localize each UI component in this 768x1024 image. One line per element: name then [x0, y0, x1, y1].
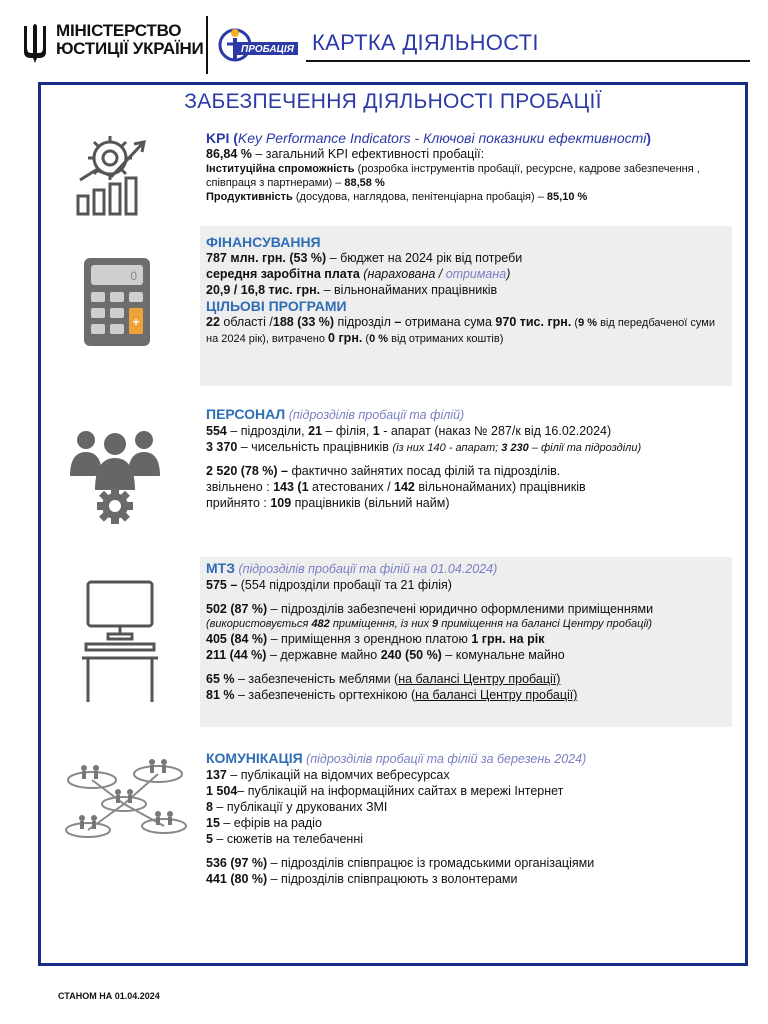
mtz-l4-b: – приміщення з орендною платою	[267, 632, 472, 646]
finance-salary-c: )	[506, 267, 511, 281]
comm-line-5	[206, 831, 726, 847]
kpi-overall-text: – загальний KPI ефективності пробації:	[251, 147, 485, 161]
mtz-l6-c: на балансі Центру пробації)	[398, 672, 561, 686]
pers-l2-d: 3 230	[501, 442, 529, 454]
personnel-heading-line	[206, 406, 726, 423]
pers-l1-f: - апарат (наказ № 287/к від 16.02.2024)	[379, 424, 612, 438]
mtz-heading: МТЗ	[206, 560, 235, 576]
svg-text:0: 0	[130, 269, 137, 283]
gear-chart-icon	[66, 122, 162, 218]
programs-p11: 0 грн.	[328, 331, 363, 345]
pers-l1-c: 21	[308, 424, 323, 438]
pers-l3-b: фактично зайнятих посад філій та підрозділів.	[288, 464, 561, 478]
main-title: ЗАБЕЗПЕЧЕННЯ ДІЯЛЬНОСТІ ПРОБАЦІЇ	[184, 90, 602, 113]
comm-line-3	[206, 799, 726, 815]
team-gear-icon	[60, 418, 170, 528]
kpi-title-c: )	[646, 130, 652, 146]
finance-salary-value: 20,9 / 16,8 тис. грн.	[206, 283, 321, 297]
pers-l4-b: 143 (1	[273, 480, 309, 494]
comm-l3-a: 8	[206, 800, 213, 814]
kpi-inst-text: (розробка інструментів пробації, ресурсне, кадрове забезпечення , співпраця з партнерами) –	[206, 163, 700, 189]
pers-l1-e: 1	[372, 424, 380, 438]
pers-l5-a: прийнято :	[206, 496, 271, 510]
as-of-label: СТАНОМ НА	[58, 991, 115, 1001]
pers-l1-a: 554	[206, 424, 227, 438]
pers-l4-d: 142	[394, 480, 415, 494]
kpi-title-a: KPI (	[206, 130, 238, 146]
mtz-l3-e: приміщення на балансі Центру пробації)	[438, 618, 652, 630]
ministry-line-1: МІНІСТЕРСТВО	[56, 21, 182, 40]
comm-line-6	[206, 855, 726, 871]
pers-l5-c: працівників (вільний найм)	[291, 496, 450, 510]
finance-line-3	[206, 282, 726, 298]
mtz-line-5	[206, 647, 730, 663]
personnel-heading: ПЕРСОНАЛ	[206, 406, 286, 422]
mtz-line-2	[206, 601, 730, 617]
finance-budget-value: 787 млн. грн. (53 %)	[206, 251, 327, 265]
comm-l7-b: – підрозділів співпрацюють з волонтерами	[267, 872, 518, 886]
programs-p3: 188 (33 %)	[272, 315, 335, 329]
personnel-line-4	[206, 479, 726, 495]
kpi-title-b: Key Performance Indicators - Ключові показники ефективності	[237, 130, 647, 146]
kpi-title	[206, 130, 726, 146]
kpi-prod-value: 85,10 %	[546, 191, 588, 203]
mtz-l1-a: 575 –	[206, 578, 238, 592]
finance-salary-label: середня заробітна плата	[206, 267, 360, 281]
people-network-icon	[58, 750, 194, 850]
mtz-line-7	[206, 687, 730, 703]
programs-p2: області /	[219, 315, 273, 329]
pers-l4-a: звільнено :	[206, 480, 274, 494]
kpi-overall	[206, 146, 726, 162]
mtz-line-1	[206, 577, 730, 593]
mtz-l2-b: – підрозділів забезпечені юридично оформленими приміщеннями	[267, 602, 654, 616]
probation-logo-text: ПРОБАЦІЯ	[241, 44, 294, 55]
mtz-l7-b: – забезпеченість оргтехнікою (	[234, 688, 416, 702]
finance-line-2	[206, 266, 726, 282]
mtz-l4-c: 1 грн. на рік	[471, 632, 545, 646]
comm-heading-line	[206, 750, 726, 767]
pers-l4-e: вільнонайманих) працівників	[414, 480, 586, 494]
personnel-line-2	[206, 439, 726, 455]
mtz-l6-b: – забезпеченість меблями (	[234, 672, 399, 686]
programs-p14: від отриманих коштів)	[388, 333, 504, 345]
comm-l2-a: 1 504	[206, 784, 238, 798]
header-divider	[206, 16, 208, 74]
kpi-inst-value: 88,58 %	[344, 177, 385, 189]
comm-heading: КОМУНІКАЦІЯ	[206, 750, 303, 766]
comm-line-2	[206, 783, 726, 799]
pers-l2-a: 3 370	[206, 440, 238, 454]
svg-text:+: +	[132, 315, 140, 329]
pers-l1-b: – підрозділи,	[226, 424, 309, 438]
comm-l1-b: – публікацій на відомчих вебресурсах	[226, 768, 450, 782]
comm-l1-a: 137	[206, 768, 227, 782]
comm-l7-a: 441 (80 %)	[206, 872, 268, 886]
programs-p10: від передбаченої суми на 2024 рік), витрачено	[206, 317, 715, 345]
finance-budget-text: – бюджет на 2024 рік від потреби	[326, 251, 523, 265]
mtz-l3-d: 9	[432, 618, 439, 630]
personnel-heading-sub: (підрозділів пробації та філій)	[285, 408, 465, 422]
comm-l3-b: – публікації у друкованих ЗМІ	[212, 800, 388, 814]
computer-desk-icon	[80, 578, 160, 706]
mtz-l7-c: на балансі Центру пробації)	[415, 688, 578, 702]
comm-line-1	[206, 767, 726, 783]
kpi-section	[206, 130, 726, 204]
mtz-line-3	[206, 617, 730, 631]
pers-l2-e: – філії та підрозділи)	[528, 442, 642, 454]
as-of-value: 01.04.2024	[114, 991, 160, 1001]
comm-l2-b: – публікацій на інформаційних сайтах в мережі Інтернет	[237, 784, 564, 798]
comm-line-7	[206, 871, 726, 887]
pers-l1-d: – філія,	[322, 424, 373, 438]
mtz-l4-a: 405 (84 %)	[206, 632, 268, 646]
programs-p12: (	[362, 333, 370, 345]
mtz-section	[206, 560, 730, 703]
mtz-l7-a: 81 %	[206, 688, 235, 702]
comm-l4-b: – ефірів на радіо	[219, 816, 322, 830]
pers-l5-b: 109	[270, 496, 292, 510]
comm-l6-b: – підрозділів співпрацює із громадськими організаціями	[267, 856, 595, 870]
comm-l4-a: 15	[206, 816, 220, 830]
kpi-prod-text: (досудова, наглядова, пенітенціарна пробація) –	[292, 191, 547, 203]
mtz-l5-a: 211 (44 %)	[206, 648, 267, 662]
communication-section	[206, 750, 726, 887]
mtz-l3-c: приміщення, із них	[329, 618, 433, 630]
personnel-line-1	[206, 423, 726, 439]
mtz-l3-a: (використовується	[206, 618, 312, 630]
comm-l5-b: – сюжетів на телебаченні	[212, 832, 364, 846]
mtz-l1-b: (554 підрозділи пробації та 21 філія)	[237, 578, 452, 592]
programs-p1: 22	[206, 315, 220, 329]
mtz-heading-sub: (підрозділів пробації та філій на 01.04.2024)	[234, 562, 498, 576]
pers-l2-b: – чисельність працівників	[237, 440, 393, 454]
programs-p9: 9 %	[578, 317, 598, 329]
kpi-inst-label: Інституційна спроможність	[206, 163, 355, 175]
programs-p6: отримана сума	[401, 315, 496, 329]
comm-l5-a: 5	[206, 832, 213, 846]
personnel-line-5	[206, 495, 726, 511]
kpi-institutional	[206, 162, 726, 190]
programs-p5: –	[394, 315, 402, 329]
finance-heading: ФІНАНСУВАННЯ	[206, 234, 321, 250]
pers-l3-a: 2 520 (78 %) –	[206, 464, 288, 478]
ministry-line-2: ЮСТИЦІЇ УКРАЇНИ	[56, 39, 204, 58]
programs-p13: 0 %	[369, 333, 389, 345]
kpi-productivity	[206, 190, 726, 204]
finance-line-1	[206, 250, 726, 266]
programs-p7: 970 тис. грн.	[495, 315, 572, 329]
mtz-l6-a: 65 %	[206, 672, 235, 686]
comm-heading-sub: (підрозділів пробації та філій за березень 2024)	[302, 752, 587, 766]
mtz-heading-line	[206, 560, 730, 577]
kpi-overall-value: 86,84 %	[206, 147, 252, 161]
card-title: КАРТКА ДІЯЛЬНОСТІ	[312, 30, 539, 55]
finance-salary-text: – вільнонайманих працівників	[320, 283, 498, 297]
mtz-line-6	[206, 671, 730, 687]
programs-text	[206, 314, 726, 346]
mtz-l5-d: – комунальне майно	[441, 648, 565, 662]
finance-section	[206, 234, 726, 346]
programs-p8: (	[571, 317, 579, 329]
finance-salary-b: отримана	[445, 267, 507, 281]
kpi-prod-label: Продуктивність	[206, 191, 293, 203]
probation-logo-icon	[210, 20, 300, 70]
ministry-name	[56, 22, 204, 58]
header-underline	[306, 60, 750, 62]
comm-l6-a: 536 (97 %)	[206, 856, 268, 870]
mtz-l5-b: – державне майно	[266, 648, 381, 662]
comm-line-4	[206, 815, 726, 831]
calculator-icon	[84, 258, 150, 346]
mtz-line-4	[206, 631, 730, 647]
trident-emblem-icon	[22, 22, 48, 64]
personnel-line-3	[206, 463, 726, 479]
mtz-l2-a: 502 (87 %)	[206, 602, 268, 616]
personnel-section	[206, 406, 726, 511]
pers-l2-c: (із них 140 - апарат;	[392, 442, 502, 454]
mtz-l3-b: 482	[311, 618, 330, 630]
pers-l4-c: атестованих /	[308, 480, 395, 494]
programs-heading: ЦІЛЬОВІ ПРОГРАМИ	[206, 298, 347, 314]
programs-p4: підрозділ	[334, 315, 395, 329]
finance-salary-a: (нарахована /	[359, 267, 446, 281]
mtz-l5-c: 240 (50 %)	[380, 648, 442, 662]
as-of-date	[58, 991, 160, 1001]
